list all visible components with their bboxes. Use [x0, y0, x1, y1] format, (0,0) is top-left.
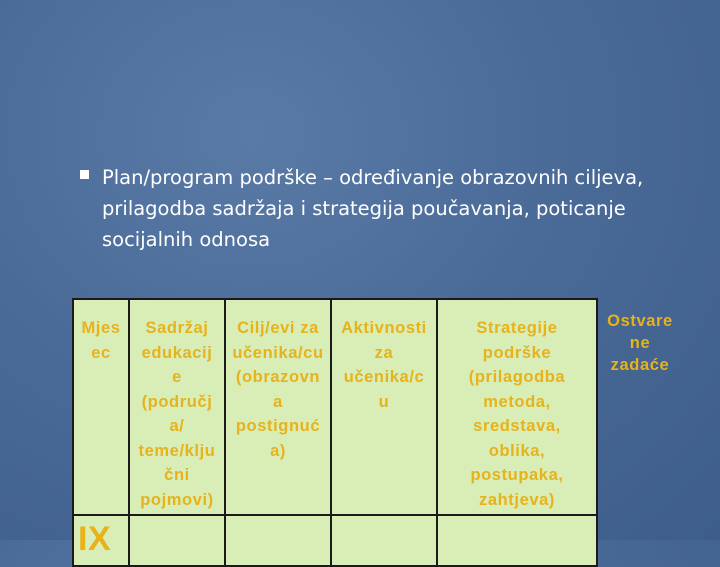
header-content: Sadržaj edukacij e (područj a/ teme/klju čni pojmovi): [129, 299, 225, 515]
bullet-square-icon: [80, 170, 89, 179]
bullet-text: Plan/program podrške – određivanje obrazovnih ciljeva, prilagodba sadržaja i strategija poučavanja, poticanje socijalnih odnosa: [102, 166, 644, 251]
header-outcomes: Ostvare ne zadaće: [607, 312, 673, 374]
table-row: [73, 515, 597, 566]
table-cell: [331, 515, 437, 566]
month-value: IX: [78, 520, 112, 558]
support-plan-table: [72, 298, 598, 567]
header-strategies: Strategije podrške (prilagodba metoda, sredstava, oblika, postupaka, zahtjeva): [437, 299, 597, 515]
table-header-row: [73, 299, 597, 515]
header-goals: Cilj/evi za učenika/cu (obrazovn a postignuć a): [225, 299, 331, 515]
table-cell: [437, 515, 597, 566]
header-month: Mjes ec: [73, 299, 129, 515]
table-cell: [225, 515, 331, 566]
header-activities: Aktivnosti za učenika/c u: [331, 299, 437, 515]
cell-month: [73, 515, 129, 566]
table-cell: [129, 515, 225, 566]
